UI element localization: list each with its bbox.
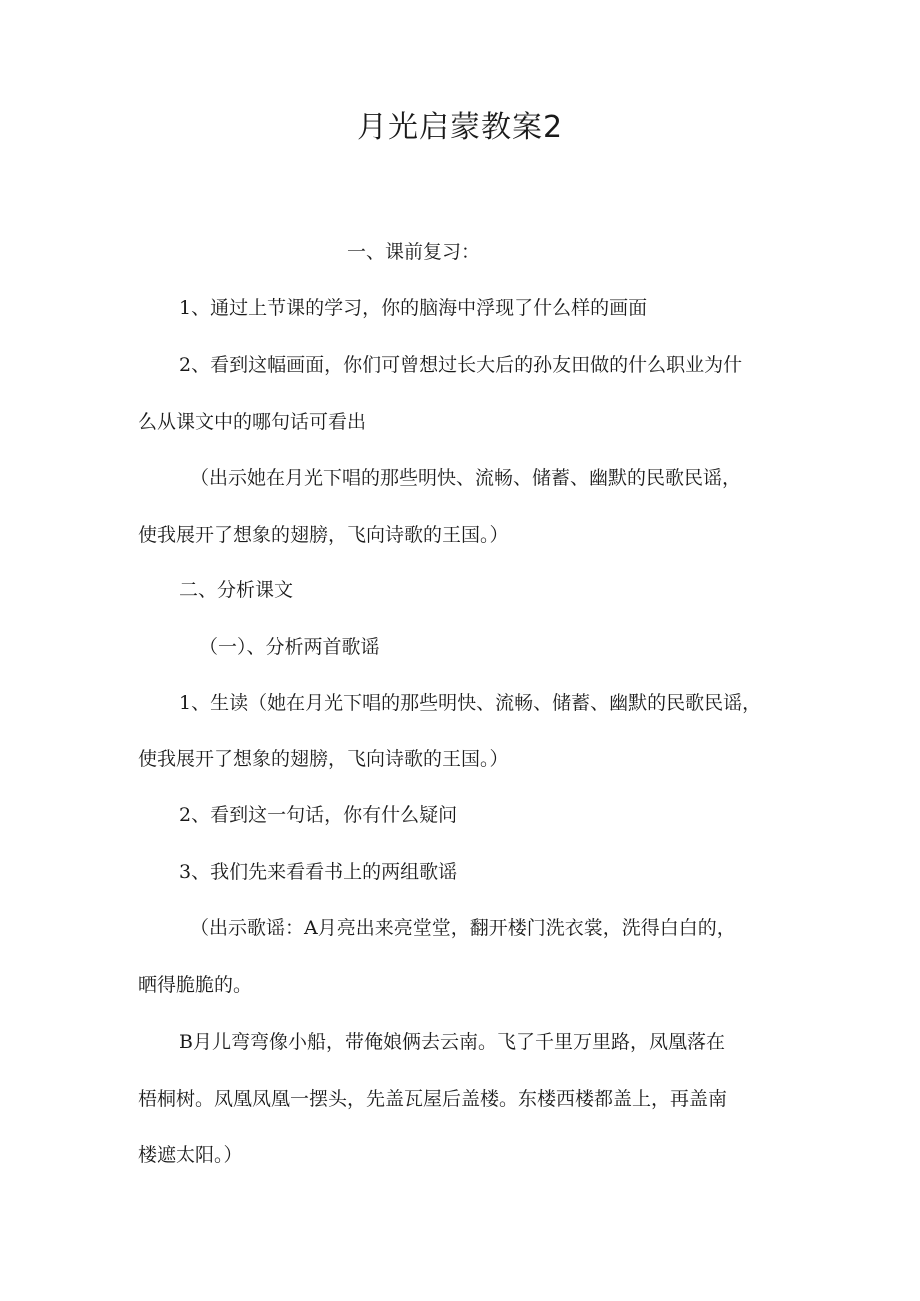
paragraph-line: 使我展开了想象的翅膀，飞向诗歌的王国。） [138,748,509,770]
paragraph-line: 使我展开了想象的翅膀，飞向诗歌的王国。） [138,524,509,546]
section-heading-analysis: 二、分析课文 [179,579,294,601]
paragraph-line: 晒得脆脆的。 [138,974,253,996]
page-title: 月光启蒙教案2 [356,110,564,145]
subsection-heading: （一）、分析两首歌谣 [199,636,380,658]
paragraph-line: 么从课文中的哪句话可看出 [138,411,367,433]
paragraph-line: B月儿弯弯像小船，带俺娘俩去云南。飞了千里万里路，凤凰落在 [179,1031,725,1053]
section-heading-review: 一、课前复习： [347,241,481,263]
paragraph-line: 2、看到这幅画面，你们可曾想过长大后的孙友田做的什么职业为什 [179,354,743,376]
paragraph-line: 3、我们先来看看书上的两组歌谣 [179,861,458,883]
paragraph-line: （出示歌谣：A月亮出来亮堂堂，翻开楼门洗衣裳，洗得白白的， [190,917,736,939]
paragraph-line: 1、通过上节课的学习，你的脑海中浮现了什么样的画面 [179,297,648,319]
paragraph-line: 2、看到这一句话，你有什么疑问 [179,804,458,826]
paragraph-line: （出示她在月光下唱的那些明快、流畅、储蓄、幽默的民歌民谣， [190,467,742,489]
paragraph-line: 1、生读（她在月光下唱的那些明快、流畅、储蓄、幽默的民歌民谣， [179,692,762,714]
paragraph-line: 楼遮太阳。） [138,1144,243,1166]
paragraph-line: 梧桐树。凤凰凤凰一摆头，先盖瓦屋后盖楼。东楼西楼都盖上，再盖南 [138,1088,728,1110]
